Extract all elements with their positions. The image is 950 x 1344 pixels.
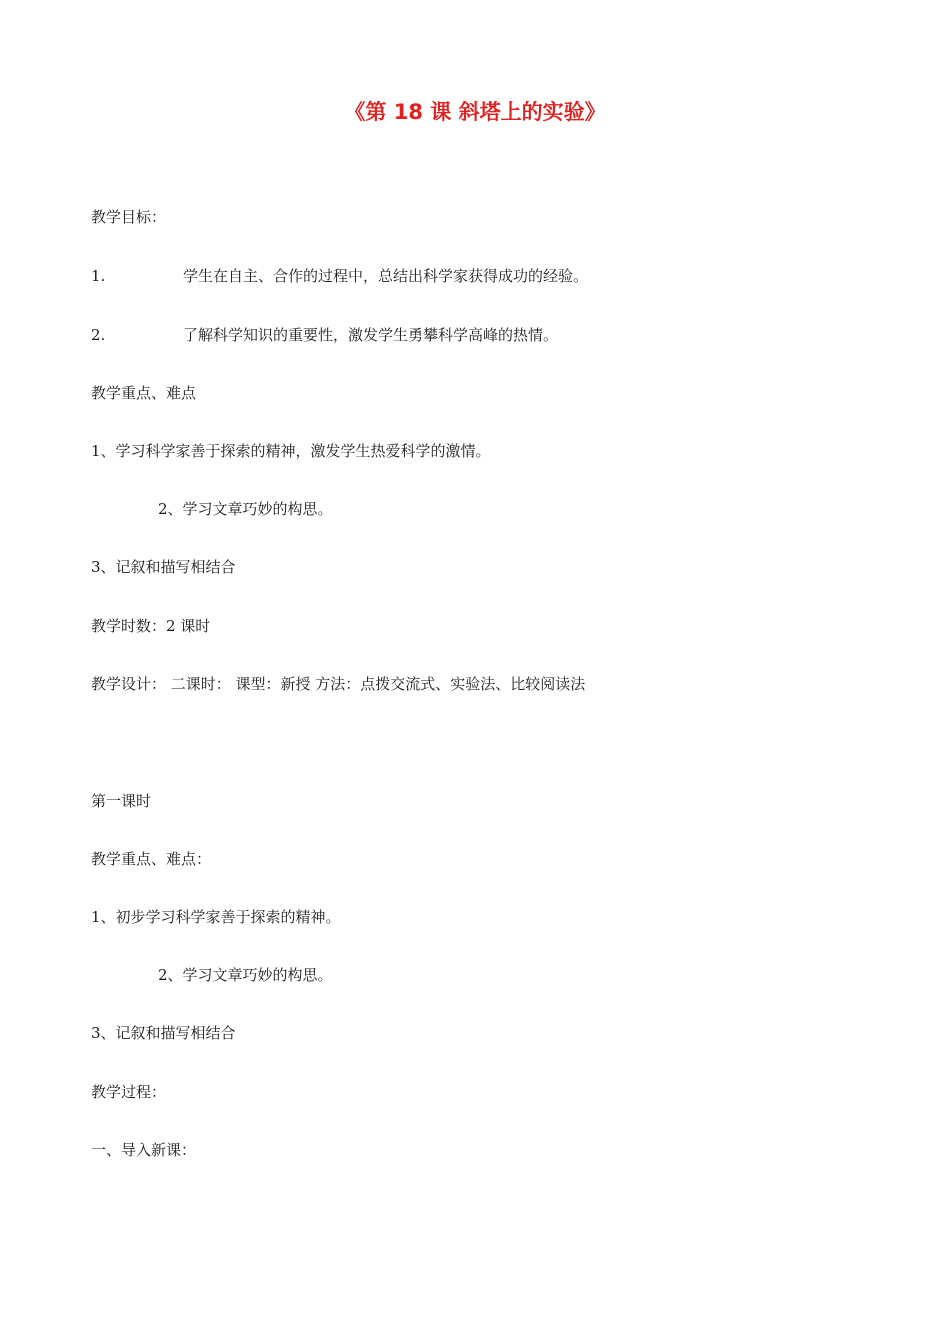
- objective-text: 学生在自主、合作的过程中，总结出科学家获得成功的经验。: [183, 267, 589, 285]
- objective-text: 了解科学知识的重要性，激发学生勇攀科学高峰的热情。: [183, 326, 559, 344]
- teaching-hours: 教学时数：2 课时: [91, 617, 211, 635]
- lesson1-key-heading: 教学重点、难点：: [91, 850, 212, 868]
- key-point-item: 3、记叙和描写相结合: [91, 558, 236, 576]
- key-point-item: 1、学习科学家善于探索的精神，激发学生热爱科学的激情。: [91, 442, 491, 460]
- process-heading: 教学过程：: [91, 1083, 167, 1101]
- objective-number: 2.: [91, 326, 106, 344]
- lesson1-heading: 第一课时: [91, 792, 152, 810]
- lesson1-key-point: 3、记叙和描写相结合: [91, 1024, 236, 1042]
- document-title: 《第 18 课 斜塔上的实验》: [344, 100, 606, 124]
- objective-item-1: [91, 266, 588, 286]
- objective-number: 1.: [91, 267, 106, 285]
- objectives-heading: 教学目标：: [91, 208, 167, 226]
- lesson1-key-point: 2、学习文章巧妙的构思。: [158, 966, 333, 984]
- key-point-item: 2、学习文章巧妙的构思。: [158, 500, 333, 518]
- intro-heading: 一、导入新课：: [91, 1141, 197, 1159]
- teaching-design: 教学设计： 二课时： 课型：新授 方法：点拨交流式、实验法、比较阅读法: [91, 675, 586, 693]
- objective-item-2: [91, 325, 558, 345]
- lesson1-key-point: 1、初步学习科学家善于探索的精神。: [91, 908, 341, 926]
- key-points-heading: 教学重点、难点: [91, 384, 197, 402]
